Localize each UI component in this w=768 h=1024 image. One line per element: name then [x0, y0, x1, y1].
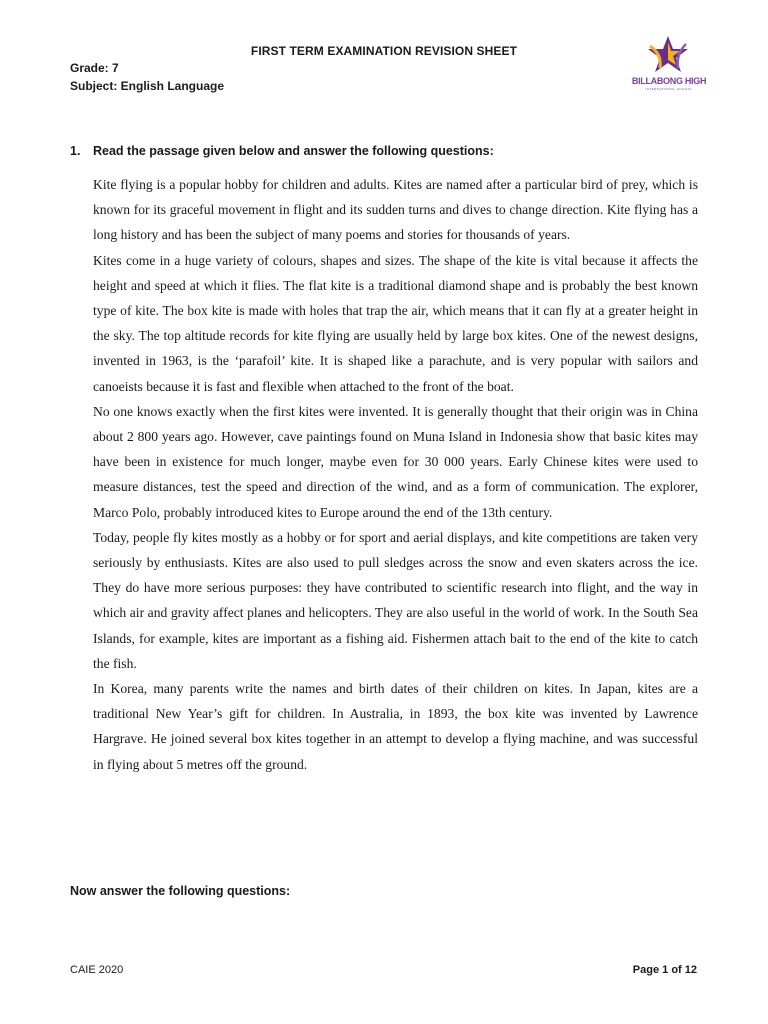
passage-paragraph: Today, people fly kites mostly as a hobby or for sport and aerial displays, and kite competitions are taken very seriously by enthusiasts. Kites are also used to pull sledges across the snow and even skaters across the ice. They do have more serious purposes: they have contributed to scientific research into flight, and the way in which air and gravity affect planes and helicopters. They are also useful in the world of work. In the South Sea Islands, for example, kites are important as a fishing aid. Fishermen attach bait to the end of the kite to catch the fish. [93, 529, 698, 671]
passage-paragraph: No one knows exactly when the first kites were invented. It is generally thought that their origin was in China about 2 800 years ago. However, cave paintings found on Muna Island in Indonesia show that basic kites may have been in existence for much longer, maybe even for 30 000 years. Early Chinese kites were used to measure distances, test the speed and direction of the wind, and as a form of communication. The explorer, Marco Polo, probably introduced kites to Europe around the end of the 13th century. [93, 403, 698, 520]
passage-paragraph: In Korea, many parents write the names and birth dates of their children on kites. In Japan, kites are a traditional New Year’s gift for children. In Australia, in 1893, the box kite was invented by Lawrence Hargrave. He joined several box kites together in an attempt to develop a flying machine, and was successful in flying about 5 metres off the ground. [93, 681, 698, 772]
footer-exam-code: CAIE 2020 [70, 964, 124, 976]
passage-paragraph: Kite flying is a popular hobby for children and adults. Kites are named after a particular bird of prey, which is known for its graceful movement in flight and its sudden turns and dives to change direction. Kite flying has a long history and has been the subject of many poems and stories for thousands of years. [93, 177, 698, 243]
footer-page-number: Page 1 of 12 [632, 964, 697, 976]
passage-paragraph: Kites come in a huge variety of colours, shapes and sizes. The shape of the kite is vital because it affects the height and speed at which it flies. The flat kite is a traditional diamond shape and is probably the best known type of kite. The box kite is made with holes that trap the air, which means that it can fly at a greater height in the sky. The top altitude records for kite flying are usually held by large box kites. One of the newest designs, invented in 1963, is the ‘parafoil’ kite. It is shaped like a parachute, and is very popular with sailors and canoeists because it is fast and flexible when attached to the front of the boat. [93, 252, 698, 394]
answer-instruction: Now answer the following questions: [70, 884, 291, 898]
subject-label: Subject: English Language [70, 79, 225, 93]
reading-passage [93, 172, 698, 777]
logo-subtitle: INTERNATIONAL SCHOOL [645, 87, 693, 91]
star-logo-icon [642, 34, 694, 76]
question-number: 1. [70, 144, 81, 158]
question-instruction: Read the passage given below and answer the following questions: [93, 144, 494, 158]
document-title: FIRST TERM EXAMINATION REVISION SHEET [250, 44, 518, 58]
school-logo [628, 34, 710, 92]
grade-label: Grade: 7 [70, 61, 119, 75]
logo-name: BILLABONG HIGH [631, 76, 707, 86]
